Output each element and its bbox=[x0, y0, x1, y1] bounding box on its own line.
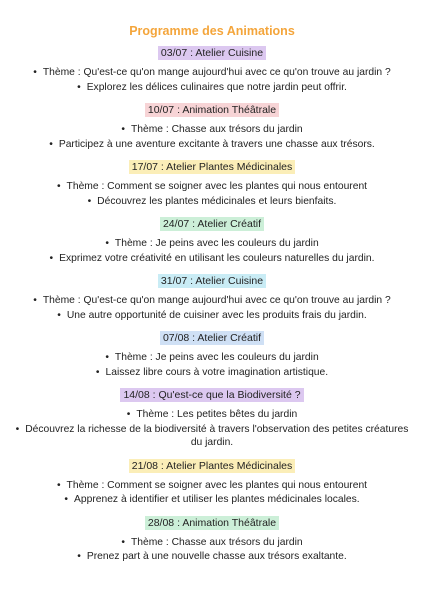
event-heading: 07/08 : Atelier Créatif bbox=[160, 331, 264, 345]
bullet-icon: • bbox=[64, 494, 68, 505]
event-details-list bbox=[0, 123, 424, 151]
event-detail-item bbox=[12, 123, 412, 137]
event-detail-text: Découvrez la richesse de la biodiversité à travers l'observation des petites créatures du jardin. bbox=[25, 423, 409, 448]
event-detail-item bbox=[12, 294, 412, 308]
sections-list bbox=[0, 38, 424, 564]
bullet-icon: • bbox=[77, 81, 81, 93]
event-details-list bbox=[0, 408, 424, 450]
event-heading: 28/08 : Animation Théâtrale bbox=[145, 516, 279, 530]
event-detail-item bbox=[12, 180, 412, 194]
event-detail-text: Explorez les délices culinaires que notre jardin peut offrir. bbox=[86, 81, 347, 93]
bullet-icon: • bbox=[15, 423, 20, 435]
bullet-icon: • bbox=[56, 479, 61, 491]
event-detail-item bbox=[12, 138, 412, 152]
bullet-icon: • bbox=[95, 366, 100, 378]
event-detail-item bbox=[12, 423, 412, 450]
bullet-icon: • bbox=[105, 238, 109, 249]
event-section bbox=[0, 209, 424, 265]
event-detail-item bbox=[12, 309, 412, 323]
bullet-icon: • bbox=[49, 138, 53, 150]
event-details-list bbox=[0, 536, 424, 564]
event-section bbox=[0, 266, 424, 322]
event-heading: 14/08 : Qu'est-ce que la Biodiversité ? bbox=[120, 388, 303, 402]
bullet-icon: • bbox=[33, 295, 37, 306]
bullet-icon: • bbox=[87, 195, 92, 207]
event-heading: 21/08 : Atelier Plantes Médicinales bbox=[129, 459, 296, 473]
event-details-list bbox=[0, 294, 424, 322]
event-detail-text: Thème : Comment se soigner avec les plantes qui nous entourent bbox=[66, 479, 368, 491]
bullet-icon: • bbox=[121, 124, 125, 135]
event-detail-text: Thème : Qu'est-ce qu'on mange aujourd'hui avec ce qu'on trouve au jardin ? bbox=[42, 295, 391, 306]
event-detail-item bbox=[12, 195, 412, 209]
event-section bbox=[0, 451, 424, 507]
bullet-icon: • bbox=[49, 252, 54, 264]
event-heading: 17/07 : Atelier Plantes Médicinales bbox=[129, 160, 296, 174]
bullet-icon: • bbox=[105, 352, 109, 363]
event-detail-text: Thème : Je peins avec les couleurs du jardin bbox=[114, 352, 319, 363]
event-detail-item bbox=[12, 66, 412, 80]
bullet-icon: • bbox=[126, 409, 131, 420]
event-detail-text: Apprenez à identifier et utiliser les plantes médicinales locales. bbox=[74, 494, 360, 505]
bullet-icon: • bbox=[57, 309, 61, 321]
event-details-list bbox=[0, 351, 424, 379]
event-detail-item bbox=[12, 493, 412, 507]
event-detail-item bbox=[12, 408, 412, 422]
event-detail-item bbox=[12, 237, 412, 251]
event-section bbox=[0, 95, 424, 151]
bullet-icon: • bbox=[33, 67, 37, 78]
event-details-list bbox=[0, 479, 424, 507]
event-detail-text: Participez à une aventure excitante à travers une chasse aux trésors. bbox=[58, 138, 375, 150]
page-title: Programme des Animations bbox=[129, 24, 295, 38]
event-detail-text: Une autre opportunité de cuisiner avec les produits frais du jardin. bbox=[66, 309, 367, 321]
event-detail-text: Exprimez votre créativité en utilisant les couleurs naturelles du jardin. bbox=[59, 252, 375, 264]
event-details-list bbox=[0, 237, 424, 265]
event-detail-text: Thème : Chasse aux trésors du jardin bbox=[130, 124, 303, 135]
event-detail-text: Thème : Je peins avec les couleurs du jardin bbox=[114, 238, 319, 249]
event-section bbox=[0, 38, 424, 94]
event-heading: 10/07 : Animation Théâtrale bbox=[145, 103, 279, 117]
event-detail-item bbox=[12, 550, 412, 564]
event-section bbox=[0, 152, 424, 208]
event-detail-text: Découvrez les plantes médicinales et leurs bienfaits. bbox=[97, 195, 337, 207]
event-section bbox=[0, 323, 424, 379]
event-section bbox=[0, 380, 424, 450]
event-detail-text: Thème : Comment se soigner avec les plantes qui nous entourent bbox=[66, 181, 368, 192]
bullet-icon: • bbox=[121, 536, 125, 548]
event-detail-text: Laissez libre cours à votre imagination artistique. bbox=[105, 366, 329, 378]
event-detail-item bbox=[12, 366, 412, 380]
event-heading: 03/07 : Atelier Cuisine bbox=[158, 46, 266, 60]
event-heading: 24/07 : Atelier Créatif bbox=[160, 217, 264, 231]
event-detail-text: Prenez part à une nouvelle chasse aux trésors exaltante. bbox=[86, 551, 347, 562]
event-detail-item bbox=[12, 351, 412, 365]
event-detail-text: Thème : Chasse aux trésors du jardin bbox=[130, 536, 303, 548]
event-detail-item bbox=[12, 252, 412, 266]
event-details-list bbox=[0, 180, 424, 208]
bullet-icon: • bbox=[56, 181, 61, 192]
event-detail-text: Thème : Qu'est-ce qu'on mange aujourd'hui avec ce qu'on trouve au jardin ? bbox=[42, 67, 391, 78]
event-detail-item bbox=[12, 479, 412, 493]
event-detail-text: Thème : Les petites bêtes du jardin bbox=[136, 409, 298, 420]
event-heading: 31/07 : Atelier Cuisine bbox=[158, 274, 266, 288]
event-details-list bbox=[0, 66, 424, 94]
event-detail-item bbox=[12, 536, 412, 550]
bullet-icon: • bbox=[77, 551, 81, 562]
event-section bbox=[0, 508, 424, 564]
event-detail-item bbox=[12, 81, 412, 95]
